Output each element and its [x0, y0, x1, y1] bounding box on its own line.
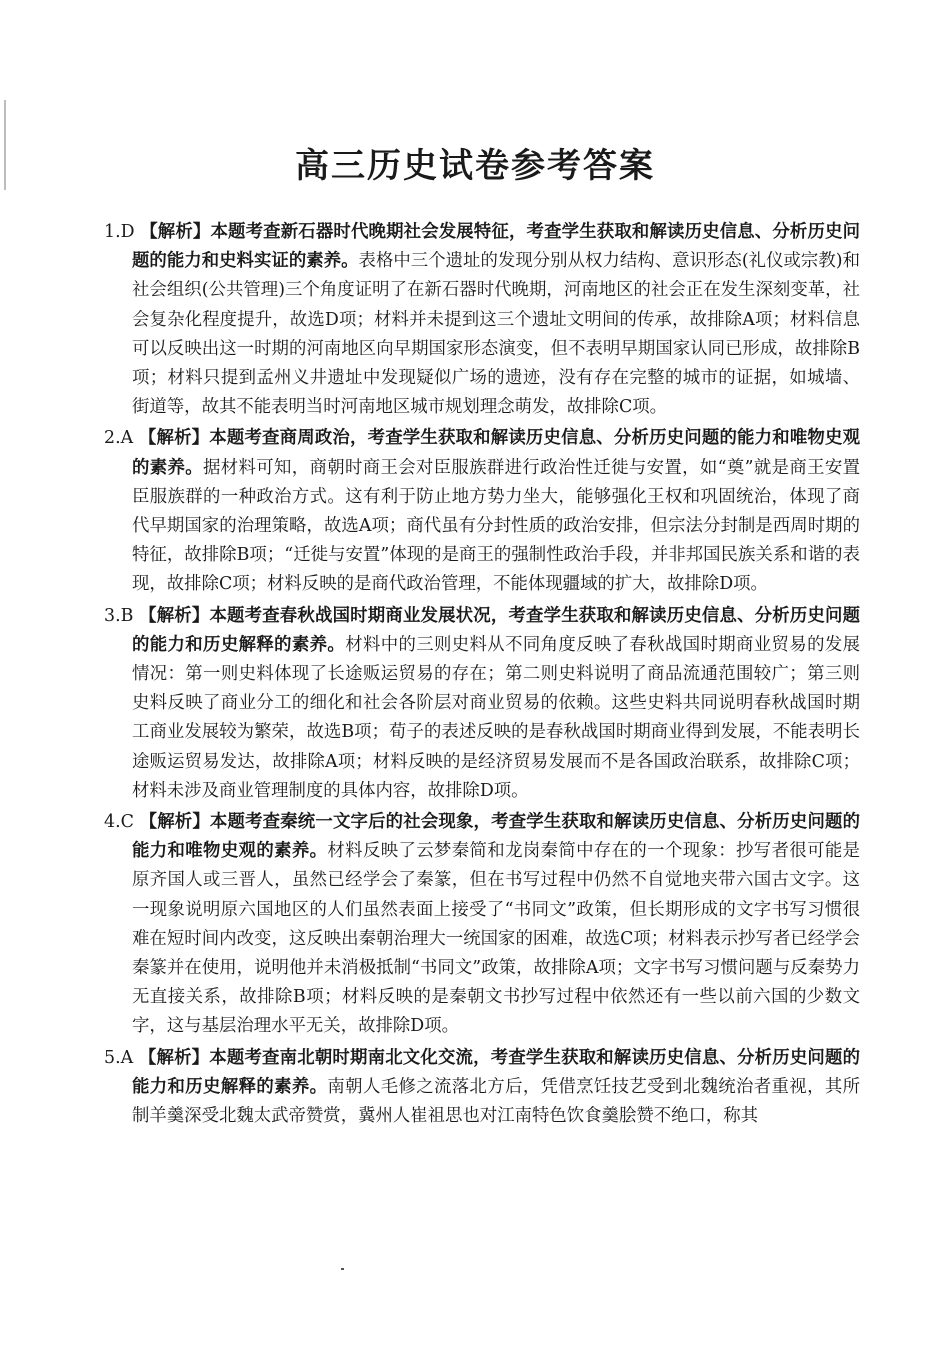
answer-number: 2.A	[104, 428, 134, 449]
answer-analysis-lead: 【解析】本题考查春秋战国时期商业发展状况，考查学生获取和解读历史信息、分析历史问题的能力和历史解释的素养。	[132, 605, 860, 655]
answer-item-4	[104, 808, 860, 1042]
answer-analysis-lead: 【解析】本题考查商周政治，考查学生获取和解读历史信息、分析历史问题的能力和唯物史观的素养。	[132, 428, 860, 478]
answer-analysis-body: 材料反映了云梦秦简和龙岗秦简中存在的一个现象：抄写者很可能是原齐国人或三晋人，虽然已经学会了秦篆，但在书写过程中仍然不自觉地夹带六国古文字。这一现象说明原六国地区的人们虽然表面上接受了“书同文”政策，但长期形成的文字书写习惯很难在短时间内改变，这反映出秦朝治理大一统国家的困难，故选C项；材料表示抄写者已经学会秦篆并在使用，说明他并未消极抵制“书同文”政策，故排除A项；文字书写习惯问题与反秦势力无直接关系，故排除B项；材料反映的是秦朝文书抄写过程中依然还有一些以前六国的少数文字，这与基层治理水平无关，故排除D项。	[132, 841, 860, 1037]
answer-analysis-body: 材料中的三则史料从不同角度反映了春秋战国时期商业贸易的发展情况：第一则史料体现了长途贩运贸易的存在；第二则史料说明了商品流通范围较广；第三则史料反映了商业分工的细化和社会各阶层对商业贸易的依赖。这些史料共同说明春秋战国时期工商业发展较为繁荣，故选B项；荀子的表述反映的是春秋战国时期商业得到发展，不能表明长途贩运贸易发达，故排除A项；材料反映的是经济贸易发展而不是各国政治联系，故排除C项；材料未涉及商业管理制度的具体内容，故排除D项。	[132, 634, 860, 801]
answer-analysis-lead: 【解析】本题考查南北朝时期南北文化交流，考查学生获取和解读历史信息、分析历史问题的能力和历史解释的素养。	[132, 1047, 860, 1097]
answer-list	[104, 218, 860, 1133]
answer-number: 5.A	[104, 1047, 134, 1068]
answer-number: 4.C	[104, 812, 134, 833]
answer-analysis-body: 据材料可知，商朝时商王会对臣服族群进行政治性迁徙与安置，如“奠”就是商王安置臣服族群的一种政治方式。这有利于防止地方势力坐大，能够强化王权和巩固统治，体现了商代早期国家的治理策略，故选A项；商代虽有分封性质的政治安排，但宗法分封制是西周时期的特征，故排除B项；“迁徙与安置”体现的是商王的强制性政治手段，并非邦国民族关系和谐的表现，故排除C项；材料反映的是商代政治管理，不能体现疆域的扩大，故排除D项。	[132, 457, 860, 595]
answer-item-3	[104, 602, 860, 806]
answer-number: 1.D	[104, 222, 135, 242]
answer-number: 3.B	[104, 605, 134, 626]
footer-mark	[341, 1268, 344, 1270]
answer-analysis-body: 南朝人毛修之流落北方后，凭借烹饪技艺受到北魏统治者重视，其所制羊羹深受北魏太武帝赞赏，冀州人崔祖思也对江南特色饮食羹脍赞不绝口，称其	[132, 1076, 860, 1127]
answer-item-5	[104, 1044, 860, 1132]
answer-analysis-lead: 【解析】本题考查秦统一文字后的社会现象，考查学生获取和解读历史信息、分析历史问题的能力和唯物史观的素养。	[132, 812, 860, 862]
answer-item-1	[104, 218, 860, 422]
page-title: 高三历史试卷参考答案	[295, 146, 655, 186]
answer-analysis-lead: 【解析】本题考查新石器时代晚期社会发展特征，考查学生获取和解读历史信息、分析历史问题的能力和史料实证的素养。	[132, 222, 860, 272]
answer-analysis-body: 表格中三个遗址的发现分别从权力结构、意识形态(礼仪或宗教)和社会组织(公共管理)三个角度证明了在新石器时代晚期，河南地区的社会正在发生深刻变革，社会复杂化程度提升，故选D项；材料并未提到这三个遗址文明间的传承，故排除A项；材料信息可以反映出这一时期的河南地区向早期国家形态演变，但不表明早期国家认同已形成，故排除B项；材料只提到孟州义井遗址中发现疑似广场的遗迹，没有存在完整的城市的证据，如城墙、街道等，故其不能表明当时河南地区城市规划理念萌发，故排除C项。	[132, 251, 860, 418]
answer-item-2	[104, 424, 860, 599]
